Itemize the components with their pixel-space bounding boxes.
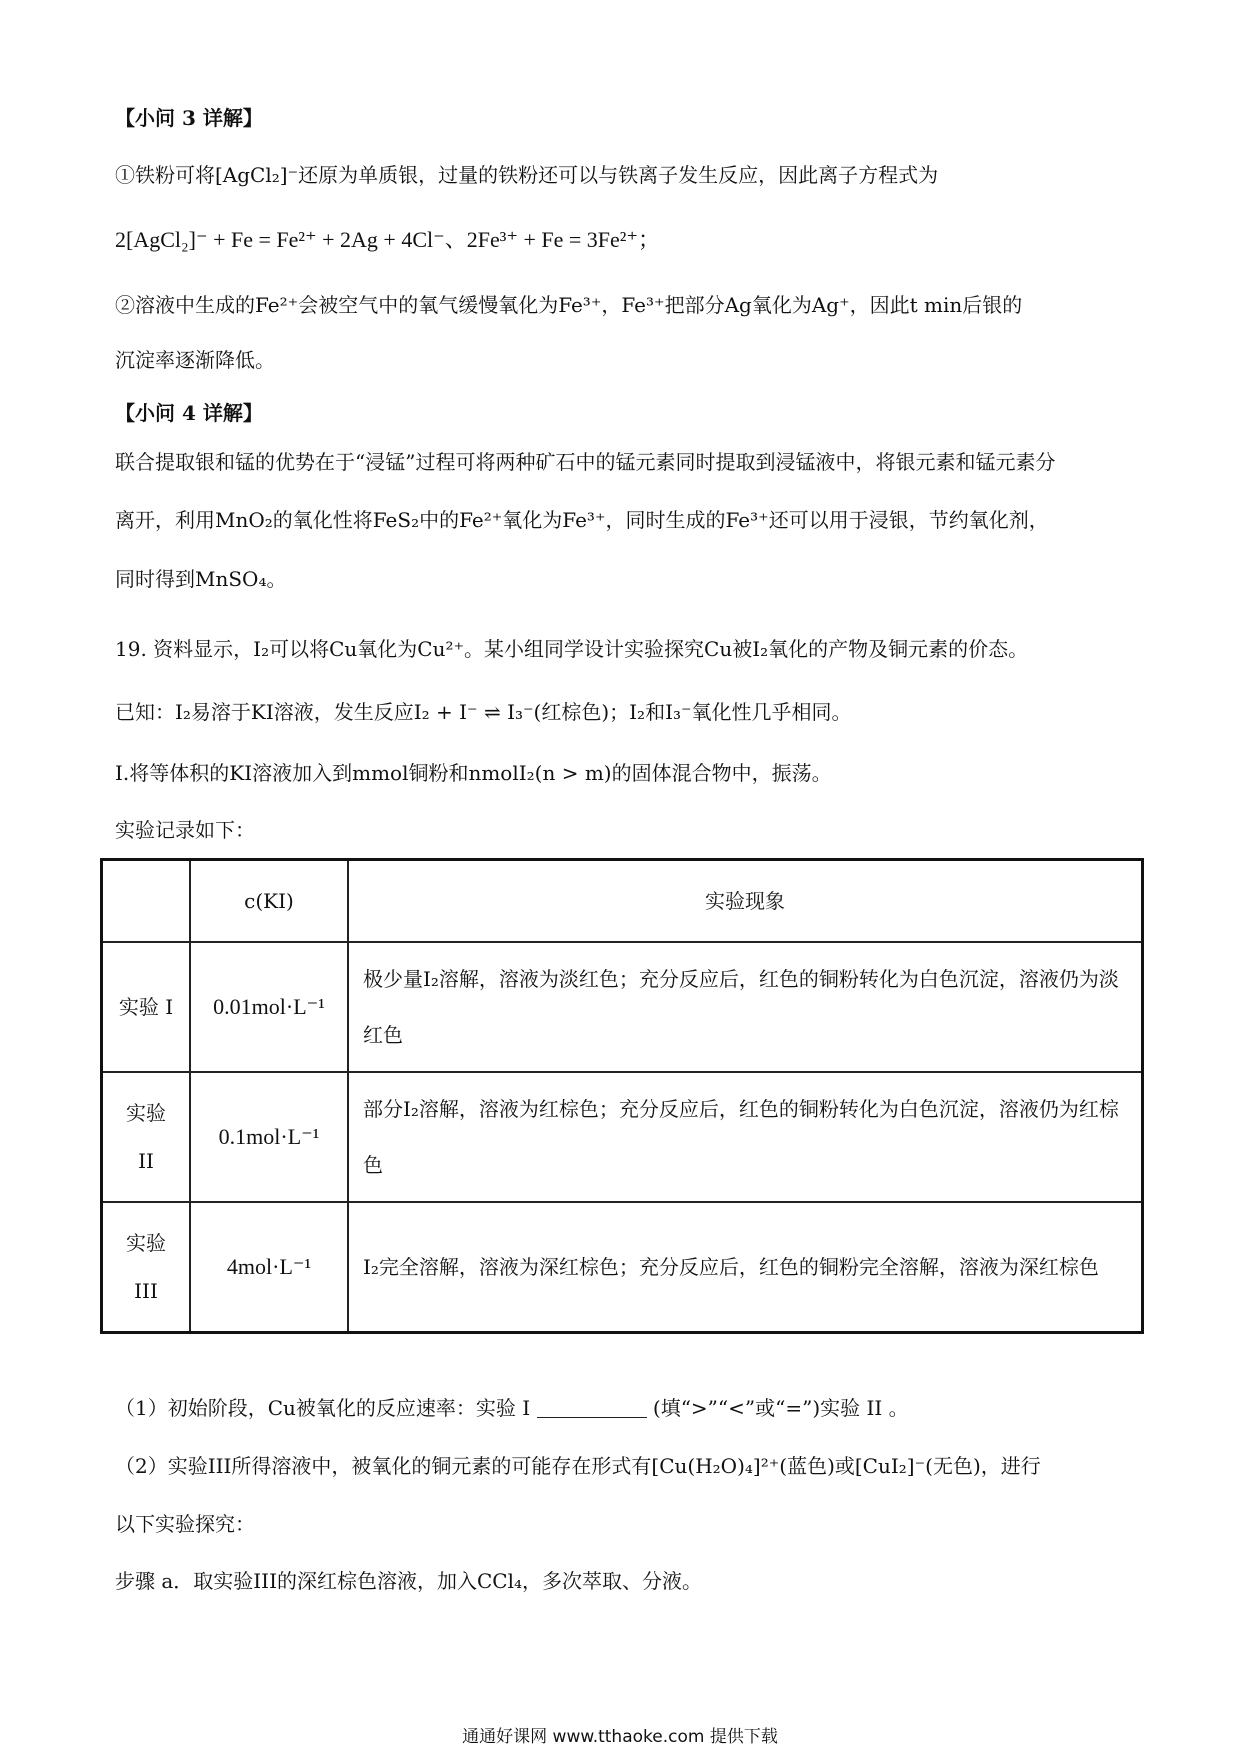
q19-record-label: 实验记录如下： bbox=[115, 818, 255, 842]
q19-known: 已知：I₂易溶于KI溶液，发生反应I₂ + I⁻ ⇌ I₃⁻(红棕色)；I₂和I₃⁻氧化性几乎相同。 bbox=[115, 700, 852, 724]
q3-paragraph-2a: ②溶液中生成的Fe²⁺会被空气中的氧气缓慢氧化为Fe³⁺，Fe³⁺把部分Ag氧化为Ag⁺，因此t min后银的 bbox=[115, 293, 1023, 317]
experiment-concentration: 0.1mol·L⁻¹ bbox=[190, 1072, 348, 1202]
table-header-cell bbox=[102, 860, 191, 943]
experiment-table bbox=[100, 858, 1144, 1334]
experiment-phenomenon: I₂完全溶解，溶液为深红棕色；充分反应后，红色的铜粉完全溶解，溶液为深红棕色 bbox=[348, 1202, 1143, 1333]
table-header-cell: c(KI) bbox=[190, 860, 348, 943]
experiment-name: 实验 II bbox=[102, 1072, 191, 1202]
q3-paragraph-2b: 沉淀率逐渐降低。 bbox=[115, 348, 275, 372]
table-row bbox=[102, 1072, 1143, 1202]
q4-line-3: 同时得到MnSO₄。 bbox=[115, 567, 287, 591]
subquestion-1-tail: (填“>”“<”或“=”)实验 II 。 bbox=[652, 1396, 909, 1420]
answer-blank[interactable] bbox=[537, 1397, 647, 1418]
q4-line-2: 离开，利用MnO₂的氧化性将FeS₂中的Fe²⁺氧化为Fe³⁺，同时生成的Fe³⁺还可以用于浸银，节约氧化剂， bbox=[115, 508, 1049, 532]
experiment-name: 实验 III bbox=[102, 1202, 191, 1333]
table-header-cell: 实验现象 bbox=[348, 860, 1143, 943]
experiment-name: 实验 I bbox=[102, 942, 191, 1072]
q3-equation: 2[AgCl₂]⁻ + Fe = Fe²⁺ + 2Ag + 4Cl⁻、2Fe³⁺ + Fe = 3Fe²⁺； bbox=[115, 227, 660, 252]
experiment-phenomenon: 部分I₂溶解，溶液为红棕色；充分反应后，红色的铜粉转化为白色沉淀，溶液仍为红棕色 bbox=[348, 1072, 1143, 1202]
table-header-row bbox=[102, 860, 1143, 943]
q19-step-a: 步骤 a．取实验III的深红棕色溶液，加入CCl₄，多次萃取、分液。 bbox=[115, 1569, 703, 1593]
q3-heading: 【小问 3 详解】 bbox=[115, 106, 263, 130]
q19-intro: 19. 资料显示，I₂可以将Cu氧化为Cu²⁺。某小组同学设计实验探究Cu被I₂氧化的产物及铜元素的价态。 bbox=[115, 637, 1029, 661]
experiment-concentration: 4mol·L⁻¹ bbox=[190, 1202, 348, 1333]
q4-heading: 【小问 4 详解】 bbox=[115, 401, 263, 425]
q19-subquestion-2: （2）实验III所得溶液中，被氧化的铜元素的可能存在形式有[Cu(H₂O)₄]²⁺(蓝色)或[CuI₂]⁻(无色)，进行 bbox=[115, 1454, 1041, 1478]
q19-subquestion-2-cont: 以下实验探究： bbox=[115, 1512, 255, 1536]
q19-part-1: I.将等体积的KI溶液加入到mmol铜粉和nmolI₂(n > m)的固体混合物中，振荡。 bbox=[115, 761, 832, 785]
page-footer: 通通好课网 www.tthaoke.com 提供下载 bbox=[462, 1727, 778, 1747]
experiment-concentration: 0.01mol·L⁻¹ bbox=[190, 942, 348, 1072]
table-row bbox=[102, 942, 1143, 1072]
subquestion-1-text: （1）初始阶段，Cu被氧化的反应速率：实验 I bbox=[115, 1396, 531, 1420]
q4-line-1: 联合提取银和锰的优势在于“浸锰”过程可将两种矿石中的锰元素同时提取到浸锰液中，将银元素和锰元素分 bbox=[115, 450, 1056, 474]
table-row bbox=[102, 1202, 1143, 1333]
q3-paragraph-1: ①铁粉可将[AgCl₂]⁻还原为单质银，过量的铁粉还可以与铁离子发生反应，因此离子方程式为 bbox=[115, 163, 939, 187]
experiment-phenomenon: 极少量I₂溶解，溶液为淡红色；充分反应后，红色的铜粉转化为白色沉淀，溶液仍为淡红色 bbox=[348, 942, 1143, 1072]
q19-subquestion-1 bbox=[115, 1393, 909, 1423]
